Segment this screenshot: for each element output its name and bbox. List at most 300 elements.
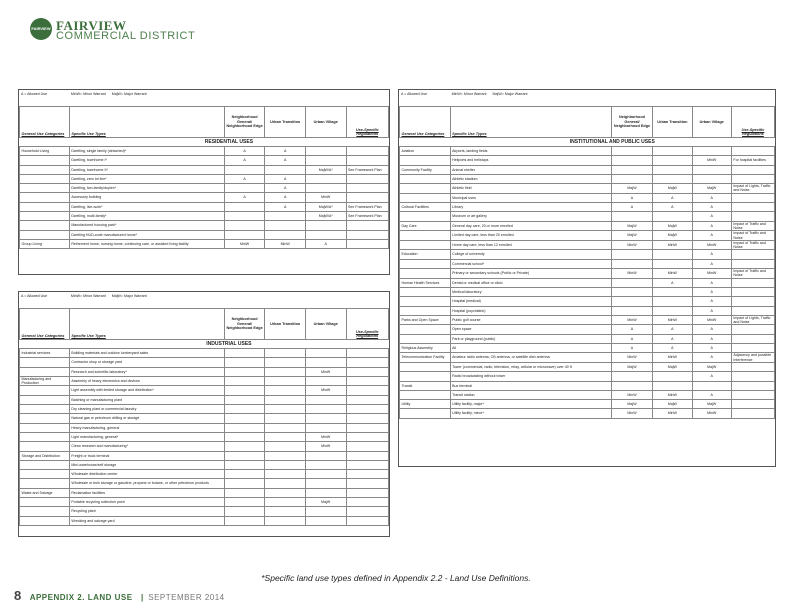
cell-edge: MinW	[611, 240, 652, 250]
cell-edge	[611, 212, 652, 221]
cell-specific: Hospital (medical)	[450, 297, 611, 306]
cell-village: A	[692, 325, 731, 334]
cell-general: Education	[400, 250, 451, 259]
table-row	[20, 498, 389, 507]
cell-edge	[224, 470, 265, 479]
table-row	[20, 516, 389, 525]
cell-regs: Impact of Lights, Traffic and Noise	[731, 315, 774, 325]
legend-allowed: A = Allowed Use	[21, 92, 48, 96]
cell-general: Parks and Open Space	[400, 315, 451, 325]
cell-edge	[611, 381, 652, 390]
cell-specific: Athletic field	[450, 184, 611, 194]
cell-regs	[346, 516, 388, 525]
cell-village: A	[692, 259, 731, 268]
table-row	[20, 432, 389, 441]
cell-general: Manufacturing and Production	[20, 376, 70, 386]
cell-general	[20, 516, 70, 525]
cell-village: MajW/A*	[305, 212, 346, 221]
cell-edge	[224, 460, 265, 469]
cell-transition: MajW	[653, 362, 692, 371]
cell-village	[305, 230, 346, 239]
cell-regs	[731, 306, 774, 315]
cell-edge	[224, 423, 265, 432]
cell-specific: Tower (commercial, radio, television, relay, cellular or microwave) over 40 ft	[450, 362, 611, 371]
cell-general	[400, 325, 451, 334]
table-row	[400, 269, 775, 279]
col-regs: Use-Specific Regulations	[346, 107, 388, 138]
cell-specific: Retirement home, nursing home, continuing care, or assisted living facility	[69, 239, 224, 248]
cell-transition: A	[265, 193, 306, 202]
cell-general: Storage and Distribution	[20, 451, 70, 460]
cell-general	[20, 414, 70, 423]
cell-specific: Utility facility, major*	[450, 400, 611, 409]
cell-transition: MinW	[653, 269, 692, 279]
cell-specific: Open space	[450, 325, 611, 334]
cell-general	[20, 367, 70, 376]
cell-general: Day Care	[400, 221, 451, 231]
cell-edge: A	[611, 193, 652, 202]
cell-transition	[265, 414, 306, 423]
cell-edge: MajW	[611, 231, 652, 241]
cell-village: A	[692, 278, 731, 287]
cell-village: A	[692, 297, 731, 306]
cell-specific: Recycling plant	[69, 507, 224, 516]
cell-general	[20, 212, 70, 221]
cell-edge	[224, 184, 265, 193]
col-village: Urban Village	[692, 107, 731, 138]
table-row	[400, 325, 775, 334]
cell-transition: A	[265, 202, 306, 211]
cell-transition: MinW	[653, 409, 692, 418]
legend-major: MajW= Major Warrant	[111, 92, 147, 96]
cell-specific: Dwelling, multi-family*	[69, 212, 224, 221]
cell-edge	[611, 278, 652, 287]
cell-regs	[346, 174, 388, 183]
legend-warrants	[450, 90, 611, 107]
cell-general	[400, 362, 451, 371]
cell-regs	[731, 278, 774, 287]
cell-transition: MinW	[653, 315, 692, 325]
cell-transition	[265, 212, 306, 221]
cell-village	[305, 395, 346, 404]
cell-transition: A	[265, 174, 306, 183]
legend-major: MajW= Major Warrant	[492, 92, 528, 96]
cell-specific: All	[450, 344, 611, 353]
cell-general	[400, 372, 451, 381]
cell-village: MajW	[305, 498, 346, 507]
cell-general	[400, 269, 451, 279]
cell-transition	[265, 349, 306, 358]
cell-regs	[346, 479, 388, 488]
cell-general	[20, 184, 70, 193]
table-row	[20, 367, 389, 376]
cell-village: MajW/A*	[305, 202, 346, 211]
cell-general	[400, 287, 451, 296]
table-row	[20, 386, 389, 395]
col-general: General Use Categories	[20, 107, 70, 138]
cell-village: MinW	[305, 442, 346, 451]
cell-edge: MinW	[611, 409, 652, 418]
cell-village: MajW	[692, 400, 731, 409]
cell-village	[305, 376, 346, 386]
cell-regs	[346, 184, 388, 193]
cell-general	[20, 395, 70, 404]
cell-regs	[731, 250, 774, 259]
table-row	[20, 202, 389, 211]
table-row	[20, 451, 389, 460]
cell-regs	[346, 451, 388, 460]
cell-edge	[224, 221, 265, 230]
cell-edge: A	[611, 344, 652, 353]
cell-regs	[731, 174, 774, 183]
cell-edge	[611, 297, 652, 306]
cell-village	[305, 470, 346, 479]
cell-village: A	[692, 221, 731, 231]
cell-edge: A	[611, 325, 652, 334]
cell-general	[20, 202, 70, 211]
cell-regs	[346, 221, 388, 230]
cell-transition	[653, 287, 692, 296]
cell-general	[20, 230, 70, 239]
col-edge: Neighborhood General/ Neighborhood Edge	[224, 309, 265, 340]
col-specific: Specific Use Types	[69, 309, 224, 340]
cell-village	[305, 507, 346, 516]
cell-village	[305, 516, 346, 525]
cell-specific: Light assembly with limited storage and distribution*	[69, 386, 224, 395]
cell-transition	[265, 470, 306, 479]
cell-transition	[265, 358, 306, 367]
table-row	[20, 442, 389, 451]
cell-specific: Wholesale distribution center	[69, 470, 224, 479]
cell-village: A	[692, 353, 731, 363]
table-row	[400, 372, 775, 381]
table-row	[400, 390, 775, 399]
cell-regs	[346, 193, 388, 202]
legend-minor: MinW= Minor Warrant	[70, 294, 106, 298]
cell-specific: Light manufacturing, general*	[69, 432, 224, 441]
cell-village	[305, 488, 346, 497]
table-row	[400, 259, 775, 268]
cell-specific: Home day care, less than 12 enrolled	[450, 240, 611, 250]
cell-regs	[346, 376, 388, 386]
cell-village	[305, 358, 346, 367]
logo-name: FAIRVIEW	[56, 18, 127, 33]
cell-specific: Limited day care, less than 20 enrolled	[450, 231, 611, 241]
cell-edge	[224, 442, 265, 451]
cell-regs	[346, 414, 388, 423]
cell-edge	[224, 212, 265, 221]
cell-general	[400, 259, 451, 268]
cell-village: MajW	[692, 184, 731, 194]
cell-general	[20, 498, 70, 507]
cell-general	[20, 165, 70, 174]
cell-edge	[224, 432, 265, 441]
cell-village: MinW	[305, 367, 346, 376]
cell-edge: MinW	[611, 315, 652, 325]
table-row	[400, 184, 775, 194]
cell-edge: A	[611, 203, 652, 212]
footer-separator: |	[141, 593, 144, 602]
legend-allowed: A = Allowed Use	[21, 294, 48, 298]
cell-transition	[265, 498, 306, 507]
cell-regs	[731, 381, 774, 390]
cell-specific: Public golf course	[450, 315, 611, 325]
cell-edge: MajW	[611, 400, 652, 409]
cell-specific: Research and scientific laboratory*	[69, 367, 224, 376]
cell-specific: General day care, 20 or more enrolled	[450, 221, 611, 231]
col-village: Urban Village	[305, 107, 346, 138]
cell-specific: Utility facility, minor*	[450, 409, 611, 418]
cell-regs	[731, 344, 774, 353]
cell-specific: College of university	[450, 250, 611, 259]
cell-regs	[346, 423, 388, 432]
cell-regs	[731, 165, 774, 174]
cell-specific: Accessory building	[69, 193, 224, 202]
cell-transition: MajW	[653, 231, 692, 241]
cell-transition: MinW	[265, 239, 306, 248]
page-number: 8	[14, 588, 22, 603]
cell-transition	[653, 259, 692, 268]
cell-village: MajW/A*	[305, 165, 346, 174]
cell-edge	[224, 358, 265, 367]
cell-specific: Contractor shop or storage yard	[69, 358, 224, 367]
cell-general: Human Health Services	[400, 278, 451, 287]
cell-edge: A	[611, 334, 652, 343]
cell-specific: Airports, landing fields	[450, 147, 611, 156]
table-row	[400, 174, 775, 183]
cell-village: A	[692, 390, 731, 399]
cell-specific: Building materials and outdoor lumberyard sales	[69, 349, 224, 358]
cell-edge	[224, 386, 265, 395]
cell-general	[400, 184, 451, 194]
legend-warrants	[69, 90, 224, 107]
cell-specific: Athletic stadium	[450, 174, 611, 183]
legend-warrants	[69, 292, 224, 309]
cell-transition: A	[265, 156, 306, 165]
cell-edge	[611, 147, 652, 156]
cell-specific: Dwelling, townhome I*	[69, 156, 224, 165]
col-transition: Urban Transition	[265, 107, 306, 138]
cell-general	[20, 193, 70, 202]
cell-regs: See Framework Plan	[346, 212, 388, 221]
table-row	[400, 212, 775, 221]
cell-transition	[265, 479, 306, 488]
cell-transition	[265, 367, 306, 376]
col-regs: Use-Specific Regulations	[346, 309, 388, 340]
cell-village: MinW	[305, 386, 346, 395]
cell-regs	[346, 470, 388, 479]
table-row	[400, 250, 775, 259]
table-row	[400, 353, 775, 363]
cell-transition	[265, 376, 306, 386]
cell-regs	[731, 409, 774, 418]
cell-regs	[731, 297, 774, 306]
cell-transition	[265, 165, 306, 174]
cell-village	[305, 174, 346, 183]
cell-regs: For hospital facilities	[731, 156, 774, 165]
cell-village	[305, 460, 346, 469]
table-row	[400, 409, 775, 418]
cell-village	[305, 405, 346, 414]
cell-transition	[265, 460, 306, 469]
cell-general	[400, 306, 451, 315]
residential-uses-table	[18, 89, 390, 275]
cell-specific: Transit station	[450, 390, 611, 399]
cell-regs	[731, 259, 774, 268]
cell-village: MinW	[692, 315, 731, 325]
cell-edge	[224, 349, 265, 358]
cell-edge	[224, 367, 265, 376]
cell-regs	[346, 147, 388, 156]
legend-allowed: A = Allowed Use	[401, 92, 428, 96]
cell-edge: MajW	[611, 362, 652, 371]
cell-general: Aviation	[400, 147, 451, 156]
table-row	[20, 193, 389, 202]
cell-transition	[265, 221, 306, 230]
table-row	[400, 381, 775, 390]
cell-edge: MajW	[611, 184, 652, 194]
cell-regs	[346, 488, 388, 497]
cell-village: MajW	[692, 362, 731, 371]
cell-general: Community Facility	[400, 165, 451, 174]
cell-edge	[224, 498, 265, 507]
table-row	[20, 395, 389, 404]
cell-specific: Amateur radio antenna, CB antenna, or satellite dish antenna	[450, 353, 611, 363]
cell-edge: MinW	[224, 239, 265, 248]
cell-general	[20, 405, 70, 414]
cell-edge	[224, 488, 265, 497]
cell-regs: See Framework Plan	[346, 202, 388, 211]
cell-edge	[611, 259, 652, 268]
cell-village	[305, 349, 346, 358]
cell-general: Utility	[400, 400, 451, 409]
table-row	[20, 405, 389, 414]
cell-regs	[346, 395, 388, 404]
col-general: General Use Categories	[20, 309, 70, 340]
cell-edge	[224, 451, 265, 460]
col-village: Urban Village	[305, 309, 346, 340]
cell-general	[20, 358, 70, 367]
cell-village: MinW	[305, 432, 346, 441]
cell-transition	[653, 372, 692, 381]
cell-specific: Assembly of heavy electronics and devices	[69, 376, 224, 386]
cell-general: Waste and Salvage	[20, 488, 70, 497]
cell-specific: Park or playground (public)	[450, 334, 611, 343]
cell-specific: Dwelling, townhome II*	[69, 165, 224, 174]
cell-regs	[346, 349, 388, 358]
cell-transition	[265, 230, 306, 239]
cell-specific: Dry cleaning plant or commercial laundry	[69, 405, 224, 414]
table-row	[400, 287, 775, 296]
cell-general	[20, 470, 70, 479]
cell-transition: A	[265, 184, 306, 193]
cell-specific: Natural gas or petroleum drilling or storage	[69, 414, 224, 423]
cell-edge: MajW	[611, 221, 652, 231]
table-row	[20, 414, 389, 423]
table-row	[20, 165, 389, 174]
cell-edge	[611, 372, 652, 381]
cell-general	[400, 212, 451, 221]
cell-village: A	[692, 372, 731, 381]
cell-regs	[731, 362, 774, 371]
table-row	[20, 221, 389, 230]
cell-edge	[224, 230, 265, 239]
cell-transition	[265, 386, 306, 395]
cell-village	[305, 414, 346, 423]
cell-transition	[653, 381, 692, 390]
cell-specific: Dwelling, zero lot line*	[69, 174, 224, 183]
cell-edge: MinW	[611, 353, 652, 363]
cell-general	[400, 174, 451, 183]
table-row	[20, 174, 389, 183]
fairview-emblem: FAIRVIEW	[30, 18, 52, 40]
institutional-uses-table	[398, 89, 776, 467]
cell-regs	[731, 193, 774, 202]
cell-edge	[224, 405, 265, 414]
cell-specific: Commercial school*	[450, 259, 611, 268]
section-title: RESIDENTIAL USES	[69, 138, 388, 147]
cell-specific: Wrecking and salvage yard	[69, 516, 224, 525]
cell-edge	[224, 202, 265, 211]
cell-regs	[346, 460, 388, 469]
page-footer	[14, 587, 225, 605]
cell-edge: MinW	[611, 390, 652, 399]
cell-regs	[346, 386, 388, 395]
cell-transition	[265, 395, 306, 404]
cell-general	[20, 460, 70, 469]
cell-specific: Museum or art gallery	[450, 212, 611, 221]
cell-village: MinW	[692, 156, 731, 165]
cell-transition	[653, 165, 692, 174]
cell-edge	[224, 507, 265, 516]
table-row	[20, 212, 389, 221]
cell-regs	[731, 287, 774, 296]
cell-edge: A	[224, 156, 265, 165]
cell-transition	[653, 156, 692, 165]
cell-specific: Heliports and helistops	[450, 156, 611, 165]
cell-general	[400, 231, 451, 241]
cell-regs: Impact of Traffic and Noise	[731, 240, 774, 250]
cell-village: A	[692, 250, 731, 259]
cell-regs	[731, 372, 774, 381]
table-row	[400, 221, 775, 231]
cell-edge	[224, 516, 265, 525]
cell-general	[400, 390, 451, 399]
cell-general	[20, 423, 70, 432]
table-row	[20, 479, 389, 488]
cell-general	[400, 193, 451, 202]
table-row	[20, 376, 389, 386]
col-edge: Neighborhood General/ Neighborhood Edge	[611, 107, 652, 138]
cell-transition	[265, 432, 306, 441]
table-row	[400, 315, 775, 325]
col-specific: Specific Use Types	[450, 107, 611, 138]
cell-transition: A	[265, 147, 306, 156]
cell-transition	[265, 488, 306, 497]
cell-specific: Mini-warehouse/self storage	[69, 460, 224, 469]
cell-regs	[731, 390, 774, 399]
table-row	[400, 297, 775, 306]
cell-village: A	[305, 239, 346, 248]
cell-specific: Bus terminal	[450, 381, 611, 390]
cell-specific: Portable recycling collection point	[69, 498, 224, 507]
cell-transition: A	[653, 344, 692, 353]
cell-village	[692, 147, 731, 156]
cell-regs	[731, 400, 774, 409]
cell-regs	[346, 442, 388, 451]
table-row	[20, 358, 389, 367]
cell-village	[692, 381, 731, 390]
